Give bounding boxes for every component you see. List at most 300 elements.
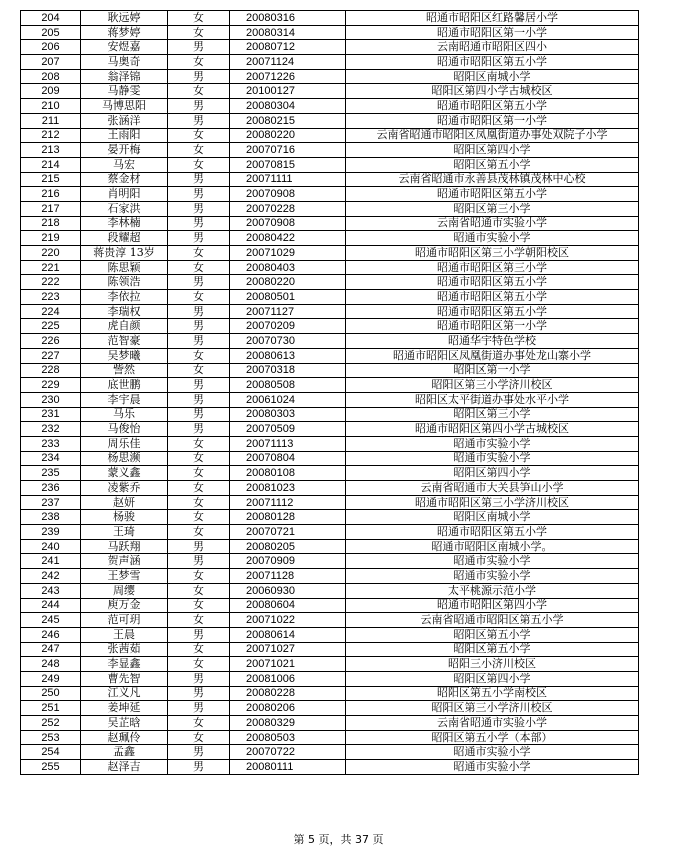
gender-cell: 男 [168, 216, 230, 231]
school-name-cell: 昭阳区第五小学（本部） [346, 730, 639, 745]
student-name-cell: 张涵洋 [81, 113, 168, 128]
student-name-cell: 曹先智 [81, 671, 168, 686]
row-number-cell: 215 [21, 172, 81, 187]
birth-date-cell: 20070908 [230, 187, 346, 202]
birth-date-cell: 20080215 [230, 113, 346, 128]
gender-cell: 男 [168, 187, 230, 202]
student-name-cell: 孟鑫 [81, 745, 168, 760]
table-row [21, 569, 639, 584]
school-name-cell: 太平桃源示范小学 [346, 583, 639, 598]
birth-date-cell: 20080503 [230, 730, 346, 745]
school-name-cell: 云南省昭通市实验小学 [346, 216, 639, 231]
student-name-cell: 江义凡 [81, 686, 168, 701]
row-number-cell: 220 [21, 246, 81, 261]
student-name-cell: 马博思阳 [81, 99, 168, 114]
school-name-cell: 云南省昭通市大关县笋山小学 [346, 481, 639, 496]
student-name-cell: 肖明阳 [81, 187, 168, 202]
school-name-cell: 昭阳区南城小学 [346, 69, 639, 84]
school-name-cell: 昭通市昭阳区红路馨居小学 [346, 11, 639, 26]
gender-cell: 女 [168, 657, 230, 672]
table-row [21, 231, 639, 246]
birth-date-cell: 20080111 [230, 760, 346, 775]
table-row [21, 525, 639, 540]
table-row [21, 157, 639, 172]
school-name-cell: 昭阳区太平街道办事处水平小学 [346, 392, 639, 407]
school-name-cell: 昭阳三小济川校区 [346, 657, 639, 672]
student-name-cell: 李依拉 [81, 290, 168, 305]
table-row [21, 378, 639, 393]
birth-date-cell: 20070909 [230, 554, 346, 569]
school-name-cell: 昭阳区第四小学 [346, 671, 639, 686]
school-name-cell: 昭阳区第四小学古城校区 [346, 84, 639, 99]
table-row [21, 671, 639, 686]
gender-cell: 女 [168, 569, 230, 584]
gender-cell: 男 [168, 407, 230, 422]
row-number-cell: 245 [21, 613, 81, 628]
school-name-cell: 昭通市昭阳区第五小学 [346, 275, 639, 290]
gender-cell: 女 [168, 157, 230, 172]
birth-date-cell: 20080501 [230, 290, 346, 305]
row-number-cell: 214 [21, 157, 81, 172]
student-name-cell: 赵妍 [81, 495, 168, 510]
student-name-cell: 马俊怡 [81, 422, 168, 437]
birth-date-cell: 20071112 [230, 495, 346, 510]
school-name-cell: 昭阳区第五小学 [346, 627, 639, 642]
student-name-cell: 马奥奇 [81, 55, 168, 70]
row-number-cell: 223 [21, 290, 81, 305]
row-number-cell: 212 [21, 128, 81, 143]
school-name-cell: 昭阳区第四小学 [346, 143, 639, 158]
table-row [21, 55, 639, 70]
birth-date-cell: 20080712 [230, 40, 346, 55]
table-row [21, 466, 639, 481]
row-number-cell: 227 [21, 348, 81, 363]
birth-date-cell: 20080422 [230, 231, 346, 246]
birth-date-cell: 20080329 [230, 716, 346, 731]
school-name-cell: 昭通市昭阳区第三小学济川校区 [346, 495, 639, 510]
student-name-cell: 訾然 [81, 363, 168, 378]
gender-cell: 男 [168, 231, 230, 246]
student-name-cell: 李林楠 [81, 216, 168, 231]
gender-cell: 男 [168, 554, 230, 569]
row-number-cell: 244 [21, 598, 81, 613]
row-number-cell: 226 [21, 334, 81, 349]
birth-date-cell: 20080205 [230, 539, 346, 554]
gender-cell: 女 [168, 348, 230, 363]
row-number-cell: 237 [21, 495, 81, 510]
table-row [21, 627, 639, 642]
school-name-cell: 昭通市昭阳区第三小学朝阳校区 [346, 246, 639, 261]
school-name-cell: 昭阳区第三小学济川校区 [346, 378, 639, 393]
row-number-cell: 233 [21, 436, 81, 451]
table-row [21, 583, 639, 598]
birth-date-cell: 20071113 [230, 436, 346, 451]
gender-cell: 男 [168, 627, 230, 642]
gender-cell: 男 [168, 378, 230, 393]
row-number-cell: 234 [21, 451, 81, 466]
school-name-cell: 昭通市昭阳区第五小学 [346, 187, 639, 202]
gender-cell: 女 [168, 246, 230, 261]
row-number-cell: 224 [21, 304, 81, 319]
birth-date-cell: 20080604 [230, 598, 346, 613]
student-name-cell: 安煜嘉 [81, 40, 168, 55]
row-number-cell: 255 [21, 760, 81, 775]
table-row [21, 216, 639, 231]
student-roster-table [20, 10, 639, 775]
birth-date-cell: 20070228 [230, 201, 346, 216]
student-name-cell: 王雨阳 [81, 128, 168, 143]
birth-date-cell: 20080220 [230, 275, 346, 290]
table-row [21, 201, 639, 216]
birth-date-cell: 20070730 [230, 334, 346, 349]
row-number-cell: 206 [21, 40, 81, 55]
gender-cell: 女 [168, 25, 230, 40]
gender-cell: 女 [168, 290, 230, 305]
table-row [21, 598, 639, 613]
student-name-cell: 吴芷晗 [81, 716, 168, 731]
school-name-cell: 昭通市昭阳区第一小学 [346, 319, 639, 334]
school-name-cell: 昭通市实验小学 [346, 554, 639, 569]
school-name-cell: 云南省昭通市实验小学 [346, 716, 639, 731]
birth-date-cell: 20060930 [230, 583, 346, 598]
student-name-cell: 蒙义鑫 [81, 466, 168, 481]
table-row [21, 275, 639, 290]
birth-date-cell: 20081006 [230, 671, 346, 686]
birth-date-cell: 20070716 [230, 143, 346, 158]
student-name-cell: 陈思颖 [81, 260, 168, 275]
table-row [21, 642, 639, 657]
birth-date-cell: 20070509 [230, 422, 346, 437]
student-name-cell: 晏开梅 [81, 143, 168, 158]
student-name-cell: 蒋贵淳 13岁 [81, 246, 168, 261]
student-name-cell: 段耀超 [81, 231, 168, 246]
table-row [21, 11, 639, 26]
gender-cell: 女 [168, 613, 230, 628]
table-row [21, 334, 639, 349]
student-name-cell: 王梦雪 [81, 569, 168, 584]
birth-date-cell: 20071027 [230, 642, 346, 657]
table-row [21, 686, 639, 701]
row-number-cell: 205 [21, 25, 81, 40]
birth-date-cell: 20080220 [230, 128, 346, 143]
table-row [21, 436, 639, 451]
student-name-cell: 凌紫乔 [81, 481, 168, 496]
birth-date-cell: 20070722 [230, 745, 346, 760]
school-name-cell: 昭阳区第一小学 [346, 363, 639, 378]
student-name-cell: 杨骏 [81, 510, 168, 525]
student-name-cell: 姜坤延 [81, 701, 168, 716]
gender-cell: 女 [168, 583, 230, 598]
school-name-cell: 云南省昭通市昭阳区凤凰街道办事处双院子小学 [346, 128, 639, 143]
student-name-cell: 蒋梦婷 [81, 25, 168, 40]
row-number-cell: 251 [21, 701, 81, 716]
table-row [21, 363, 639, 378]
gender-cell: 女 [168, 363, 230, 378]
page-number-footer: 第 5 页，共 37 页 [293, 833, 384, 846]
row-number-cell: 221 [21, 260, 81, 275]
gender-cell: 男 [168, 99, 230, 114]
gender-cell: 女 [168, 451, 230, 466]
table-row [21, 481, 639, 496]
birth-date-cell: 20070209 [230, 319, 346, 334]
row-number-cell: 235 [21, 466, 81, 481]
row-number-cell: 228 [21, 363, 81, 378]
school-name-cell: 昭通市实验小学 [346, 569, 639, 584]
row-number-cell: 232 [21, 422, 81, 437]
school-name-cell: 昭通市昭阳区南城小学。 [346, 539, 639, 554]
birth-date-cell: 20070908 [230, 216, 346, 231]
birth-date-cell: 20080303 [230, 407, 346, 422]
table-row [21, 510, 639, 525]
student-name-cell: 杨思濒 [81, 451, 168, 466]
gender-cell: 男 [168, 275, 230, 290]
table-row [21, 701, 639, 716]
gender-cell: 男 [168, 701, 230, 716]
row-number-cell: 246 [21, 627, 81, 642]
school-name-cell: 昭阳区南城小学 [346, 510, 639, 525]
row-number-cell: 249 [21, 671, 81, 686]
gender-cell: 男 [168, 319, 230, 334]
row-number-cell: 209 [21, 84, 81, 99]
row-number-cell: 225 [21, 319, 81, 334]
birth-date-cell: 20071128 [230, 569, 346, 584]
gender-cell: 男 [168, 686, 230, 701]
student-name-cell: 马乐 [81, 407, 168, 422]
table-row [21, 613, 639, 628]
table-row [21, 246, 639, 261]
student-name-cell: 范智豪 [81, 334, 168, 349]
school-name-cell: 昭通华宇特色学校 [346, 334, 639, 349]
row-number-cell: 204 [21, 11, 81, 26]
table-row [21, 760, 639, 775]
table-row [21, 348, 639, 363]
school-name-cell: 昭通市昭阳区第一小学 [346, 113, 639, 128]
table-row [21, 143, 639, 158]
gender-cell: 女 [168, 481, 230, 496]
gender-cell: 男 [168, 172, 230, 187]
gender-cell: 女 [168, 598, 230, 613]
table-row [21, 128, 639, 143]
school-name-cell: 昭阳区第五小学 [346, 157, 639, 172]
gender-cell: 女 [168, 143, 230, 158]
student-name-cell: 底世鹏 [81, 378, 168, 393]
school-name-cell: 昭阳区第五小学南校区 [346, 686, 639, 701]
row-number-cell: 222 [21, 275, 81, 290]
school-name-cell: 云南昭通市昭阳区四小 [346, 40, 639, 55]
birth-date-cell: 20070815 [230, 157, 346, 172]
school-name-cell: 昭通市昭阳区第五小学 [346, 525, 639, 540]
row-number-cell: 248 [21, 657, 81, 672]
student-name-cell: 虎自颜 [81, 319, 168, 334]
gender-cell: 女 [168, 525, 230, 540]
table-row [21, 113, 639, 128]
table-row [21, 554, 639, 569]
roster-table-body [21, 11, 639, 775]
school-name-cell: 昭阳区第三小学 [346, 201, 639, 216]
table-row [21, 407, 639, 422]
gender-cell: 女 [168, 128, 230, 143]
school-name-cell: 昭通市昭阳区第四小学 [346, 598, 639, 613]
row-number-cell: 241 [21, 554, 81, 569]
table-row [21, 730, 639, 745]
school-name-cell: 昭通市实验小学 [346, 760, 639, 775]
row-number-cell: 236 [21, 481, 81, 496]
birth-date-cell: 20071021 [230, 657, 346, 672]
gender-cell: 男 [168, 69, 230, 84]
student-name-cell: 马宏 [81, 157, 168, 172]
gender-cell: 男 [168, 671, 230, 686]
gender-cell: 女 [168, 510, 230, 525]
gender-cell: 女 [168, 84, 230, 99]
birth-date-cell: 20070318 [230, 363, 346, 378]
table-row [21, 716, 639, 731]
birth-date-cell: 20080314 [230, 25, 346, 40]
birth-date-cell: 20080206 [230, 701, 346, 716]
gender-cell: 女 [168, 55, 230, 70]
student-name-cell: 范可玥 [81, 613, 168, 628]
birth-date-cell: 20080304 [230, 99, 346, 114]
table-row [21, 745, 639, 760]
row-number-cell: 217 [21, 201, 81, 216]
student-name-cell: 耿远婷 [81, 11, 168, 26]
table-row [21, 392, 639, 407]
birth-date-cell: 20061024 [230, 392, 346, 407]
row-number-cell: 208 [21, 69, 81, 84]
gender-cell: 男 [168, 201, 230, 216]
birth-date-cell: 20070721 [230, 525, 346, 540]
table-row [21, 260, 639, 275]
school-name-cell: 昭通市实验小学 [346, 231, 639, 246]
row-number-cell: 210 [21, 99, 81, 114]
birth-date-cell: 20080508 [230, 378, 346, 393]
school-name-cell: 昭通市昭阳区第四小学古城校区 [346, 422, 639, 437]
gender-cell: 女 [168, 642, 230, 657]
table-row [21, 319, 639, 334]
row-number-cell: 242 [21, 569, 81, 584]
row-number-cell: 238 [21, 510, 81, 525]
school-name-cell: 昭阳区第四小学 [346, 466, 639, 481]
birth-date-cell: 20071124 [230, 55, 346, 70]
row-number-cell: 219 [21, 231, 81, 246]
school-name-cell: 昭阳区第五小学 [346, 642, 639, 657]
birth-date-cell: 20080128 [230, 510, 346, 525]
row-number-cell: 254 [21, 745, 81, 760]
row-number-cell: 247 [21, 642, 81, 657]
student-name-cell: 李宇晨 [81, 392, 168, 407]
row-number-cell: 230 [21, 392, 81, 407]
gender-cell: 男 [168, 539, 230, 554]
school-name-cell: 昭阳区第三小学济川校区 [346, 701, 639, 716]
student-name-cell: 赵珮伶 [81, 730, 168, 745]
row-number-cell: 231 [21, 407, 81, 422]
birth-date-cell: 20070804 [230, 451, 346, 466]
student-name-cell: 马跃翔 [81, 539, 168, 554]
table-row [21, 69, 639, 84]
gender-cell: 男 [168, 760, 230, 775]
student-name-cell: 李显鑫 [81, 657, 168, 672]
birth-date-cell: 20071022 [230, 613, 346, 628]
table-row [21, 84, 639, 99]
gender-cell: 男 [168, 113, 230, 128]
table-row [21, 657, 639, 672]
student-name-cell: 王晨 [81, 627, 168, 642]
school-name-cell: 昭通市昭阳区第一小学 [346, 25, 639, 40]
row-number-cell: 207 [21, 55, 81, 70]
school-name-cell: 昭通市实验小学 [346, 745, 639, 760]
table-row [21, 495, 639, 510]
student-name-cell: 李瑞权 [81, 304, 168, 319]
student-name-cell: 王琦 [81, 525, 168, 540]
row-number-cell: 216 [21, 187, 81, 202]
table-row [21, 25, 639, 40]
gender-cell: 女 [168, 11, 230, 26]
row-number-cell: 213 [21, 143, 81, 158]
gender-cell: 男 [168, 40, 230, 55]
school-name-cell: 昭通市实验小学 [346, 436, 639, 451]
school-name-cell: 昭阳区第三小学 [346, 407, 639, 422]
table-row [21, 290, 639, 305]
birth-date-cell: 20100127 [230, 84, 346, 99]
student-name-cell: 石家洪 [81, 201, 168, 216]
table-row [21, 451, 639, 466]
birth-date-cell: 20080403 [230, 260, 346, 275]
gender-cell: 女 [168, 260, 230, 275]
table-row [21, 422, 639, 437]
table-row [21, 539, 639, 554]
school-name-cell: 昭通市昭阳区第三小学 [346, 260, 639, 275]
birth-date-cell: 20080613 [230, 348, 346, 363]
row-number-cell: 250 [21, 686, 81, 701]
birth-date-cell: 20071111 [230, 172, 346, 187]
gender-cell: 男 [168, 392, 230, 407]
school-name-cell: 云南省昭通市昭阳区第五小学 [346, 613, 639, 628]
student-name-cell: 翁泽锦 [81, 69, 168, 84]
student-name-cell: 贺声涵 [81, 554, 168, 569]
birth-date-cell: 20071029 [230, 246, 346, 261]
birth-date-cell: 20080228 [230, 686, 346, 701]
school-name-cell: 昭通市昭阳区第五小学 [346, 290, 639, 305]
gender-cell: 女 [168, 730, 230, 745]
gender-cell: 男 [168, 422, 230, 437]
student-name-cell: 周缨 [81, 583, 168, 598]
gender-cell: 男 [168, 304, 230, 319]
birth-date-cell: 20080614 [230, 627, 346, 642]
row-number-cell: 229 [21, 378, 81, 393]
student-name-cell: 赵泽吉 [81, 760, 168, 775]
school-name-cell: 昭通市昭阳区第五小学 [346, 304, 639, 319]
row-number-cell: 252 [21, 716, 81, 731]
student-name-cell: 吴梦曦 [81, 348, 168, 363]
row-number-cell: 243 [21, 583, 81, 598]
row-number-cell: 240 [21, 539, 81, 554]
school-name-cell: 云南省昭通市永善县茂林镇茂林中心校 [346, 172, 639, 187]
gender-cell: 女 [168, 436, 230, 451]
student-name-cell: 张茜茹 [81, 642, 168, 657]
school-name-cell: 昭通市昭阳区第五小学 [346, 55, 639, 70]
row-number-cell: 218 [21, 216, 81, 231]
school-name-cell: 昭通市昭阳区凤凰街道办事处龙山寨小学 [346, 348, 639, 363]
student-name-cell: 蔡金材 [81, 172, 168, 187]
row-number-cell: 211 [21, 113, 81, 128]
birth-date-cell: 20080108 [230, 466, 346, 481]
gender-cell: 男 [168, 745, 230, 760]
gender-cell: 女 [168, 495, 230, 510]
birth-date-cell: 20071127 [230, 304, 346, 319]
gender-cell: 男 [168, 334, 230, 349]
school-name-cell: 昭通市实验小学 [346, 451, 639, 466]
table-row [21, 187, 639, 202]
student-name-cell: 陈领浩 [81, 275, 168, 290]
